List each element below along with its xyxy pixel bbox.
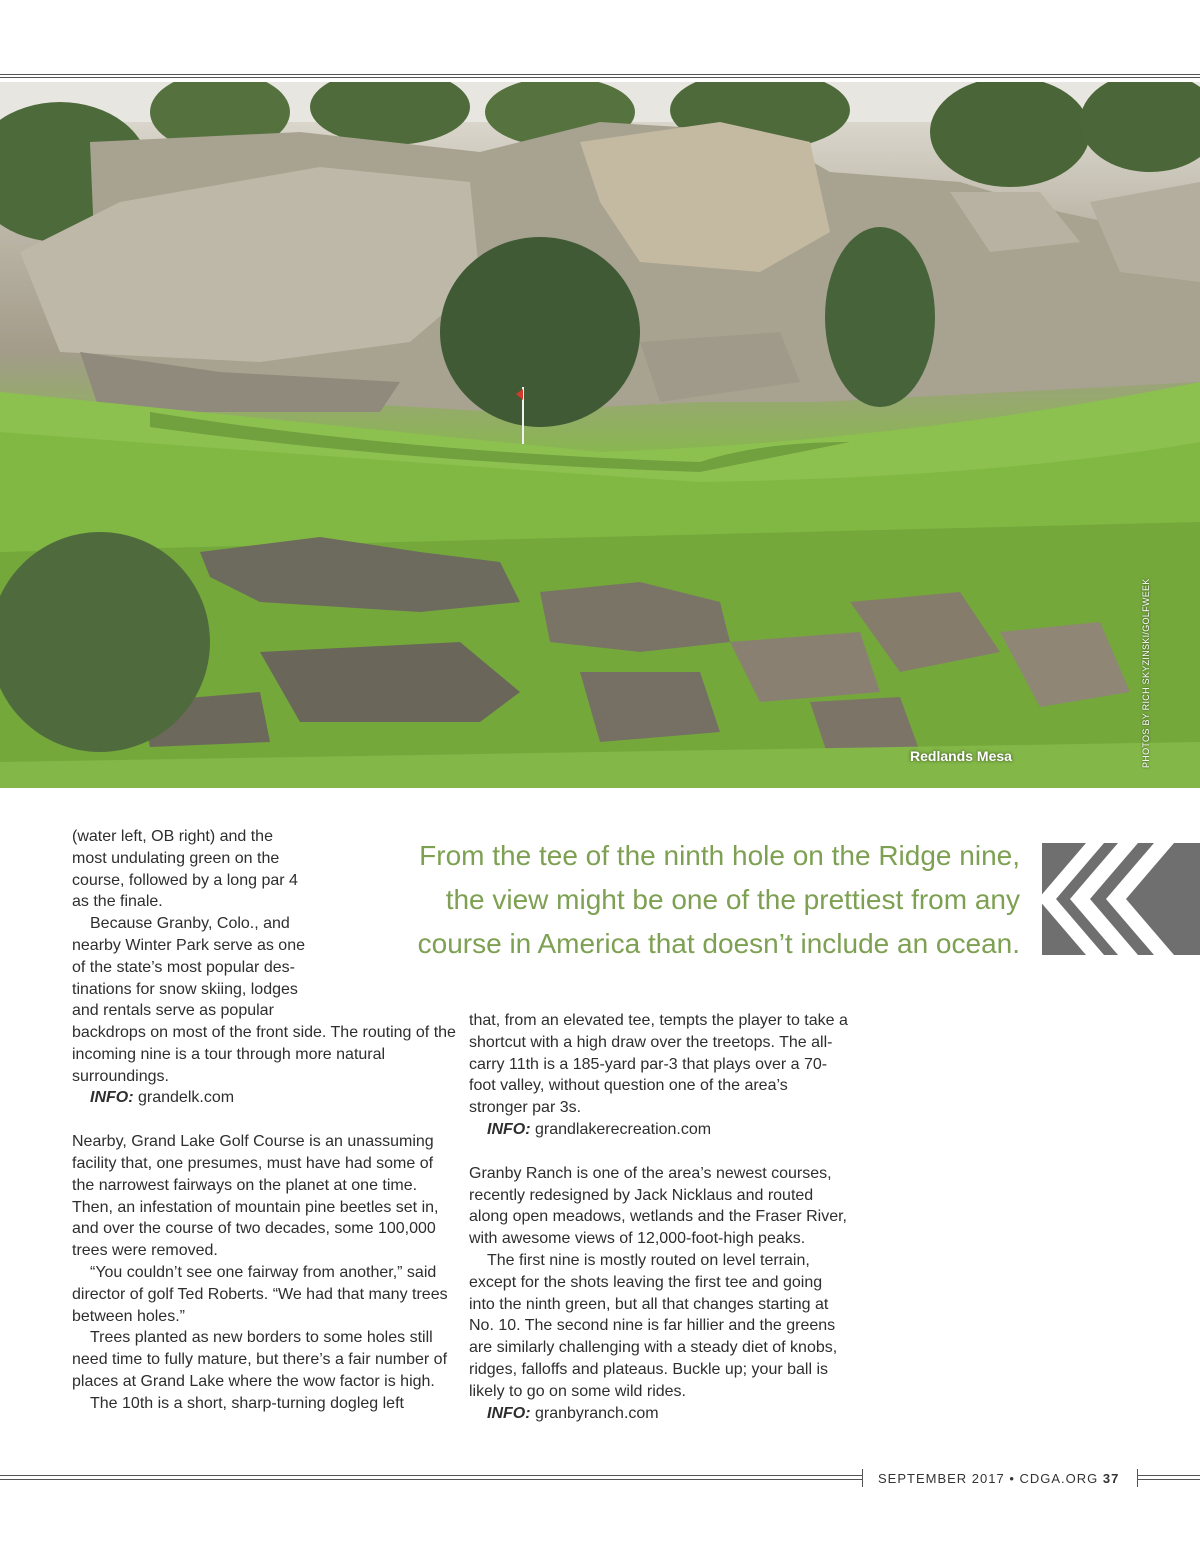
photo-caption: Redlands Mesa: [910, 748, 1012, 764]
pull-quote-line: course in America that doesn’t include an ocean.: [417, 928, 1020, 959]
info-grandlake: [469, 1119, 849, 1141]
photo-illustration: [0, 82, 1200, 788]
text-line: and rentals serve as popular: [72, 1002, 274, 1020]
footer-tick-right: [1137, 1469, 1138, 1487]
left-column: [72, 1022, 456, 1415]
double-chevron-icon: [1042, 843, 1200, 955]
paragraph-granby: Granby Ranch is one of the area’s newest courses, recently redesigned by Jack Nicklaus and routed along open meadows, wetlands and the Fraser River, with awesome views of 12,000-foot-high peaks.: [469, 1164, 847, 1248]
info-label: INFO:: [487, 1120, 531, 1138]
paragraph-trees: Trees planted as new borders to some holes still need time to fully mature, but there’s a fair number of places at Grand Lake where the wow factor is high.: [72, 1329, 448, 1390]
text-line: nearby Winter Park serve as one: [72, 936, 305, 954]
info-link[interactable]: granbyranch.com: [535, 1404, 659, 1422]
pull-quote-line: From the tee of the ninth hole on the Ridge nine,: [419, 840, 1020, 871]
footer-text: SEPTEMBER 2017 • CDGA.ORG: [878, 1471, 1099, 1486]
paragraph-quote: “You couldn’t see one fairway from another,” said director of golf Ted Roberts. “We had that many trees between holes.”: [72, 1263, 448, 1325]
hero-photo: [0, 82, 1200, 788]
footer-tick-left: [862, 1469, 863, 1487]
left-column-narrow: [72, 826, 322, 1022]
paragraph-tenth: The 10th is a short, sharp-turning dogleg left: [90, 1394, 404, 1412]
paragraph-continued: that, from an elevated tee, tempts the player to take a shortcut with a high draw over the treetops. The all-carry 11th is a 185-yard par-3 that plays over a 70-foot valley, without question one of the area’s stronger par 3s.: [469, 1012, 848, 1117]
info-label: INFO:: [90, 1089, 134, 1107]
info-grandelk: [72, 1087, 456, 1109]
pull-quote-line: the view might be one of the prettiest from any: [445, 884, 1020, 915]
footer-rule-right-second: [1137, 1479, 1200, 1480]
text-line: Because Granby, Colo., and: [90, 915, 290, 933]
footer-rule-right: [1137, 1475, 1200, 1476]
footer-rule-left-second: [0, 1479, 862, 1480]
right-column: [469, 1010, 849, 1424]
paragraph-routing: backdrops on most of the front side. The routing of the incoming nine is a tour through more natural surroundings.: [72, 1024, 456, 1085]
text-line: most undulating green on the: [72, 849, 280, 867]
text-line: (water left, OB right) and the: [72, 828, 273, 845]
info-granbyranch: [469, 1403, 849, 1425]
top-rule: [0, 74, 1200, 75]
text-line: as the finale.: [72, 893, 163, 911]
page-footer: [878, 1471, 1119, 1486]
pull-quote: [380, 834, 1020, 966]
text-line: tinations for snow skiing, lodges: [72, 980, 298, 998]
info-link[interactable]: grandelk.com: [138, 1089, 235, 1107]
info-link[interactable]: grandlakerecreation.com: [535, 1120, 712, 1138]
footer-rule-left: [0, 1475, 862, 1476]
chevron-graphic: [1042, 843, 1200, 955]
paragraph-grandlake: Nearby, Grand Lake Golf Course is an unassuming facility that, one presumes, must have had some of the narrowest fairways on the planet at one time. Then, an infestation of mountain pine beetles set in, and over the course of two decades, some 100,000 trees were removed.: [72, 1133, 439, 1260]
page-number: 37: [1102, 1471, 1120, 1486]
top-rule-second: [0, 77, 1200, 78]
text-line: course, followed by a long par 4: [72, 871, 298, 889]
info-label: INFO:: [487, 1404, 531, 1422]
text-line: of the state’s most popular des-: [72, 958, 295, 976]
paragraph-first-nine: The first nine is mostly routed on level terrain, except for the shots leaving the first tee and going into the ninth green, but all that changes starting at No. 10. The second nine is far hillier and the greens are similarly challenging with a steady diet of knobs, ridges, falloffs and plateaus. Buckle up; your ball is likely to go on some wild rides.: [469, 1251, 838, 1400]
photo-credit: PHOTOS BY RICH SKYZINSKI/GOLFWEEK: [1141, 578, 1151, 768]
